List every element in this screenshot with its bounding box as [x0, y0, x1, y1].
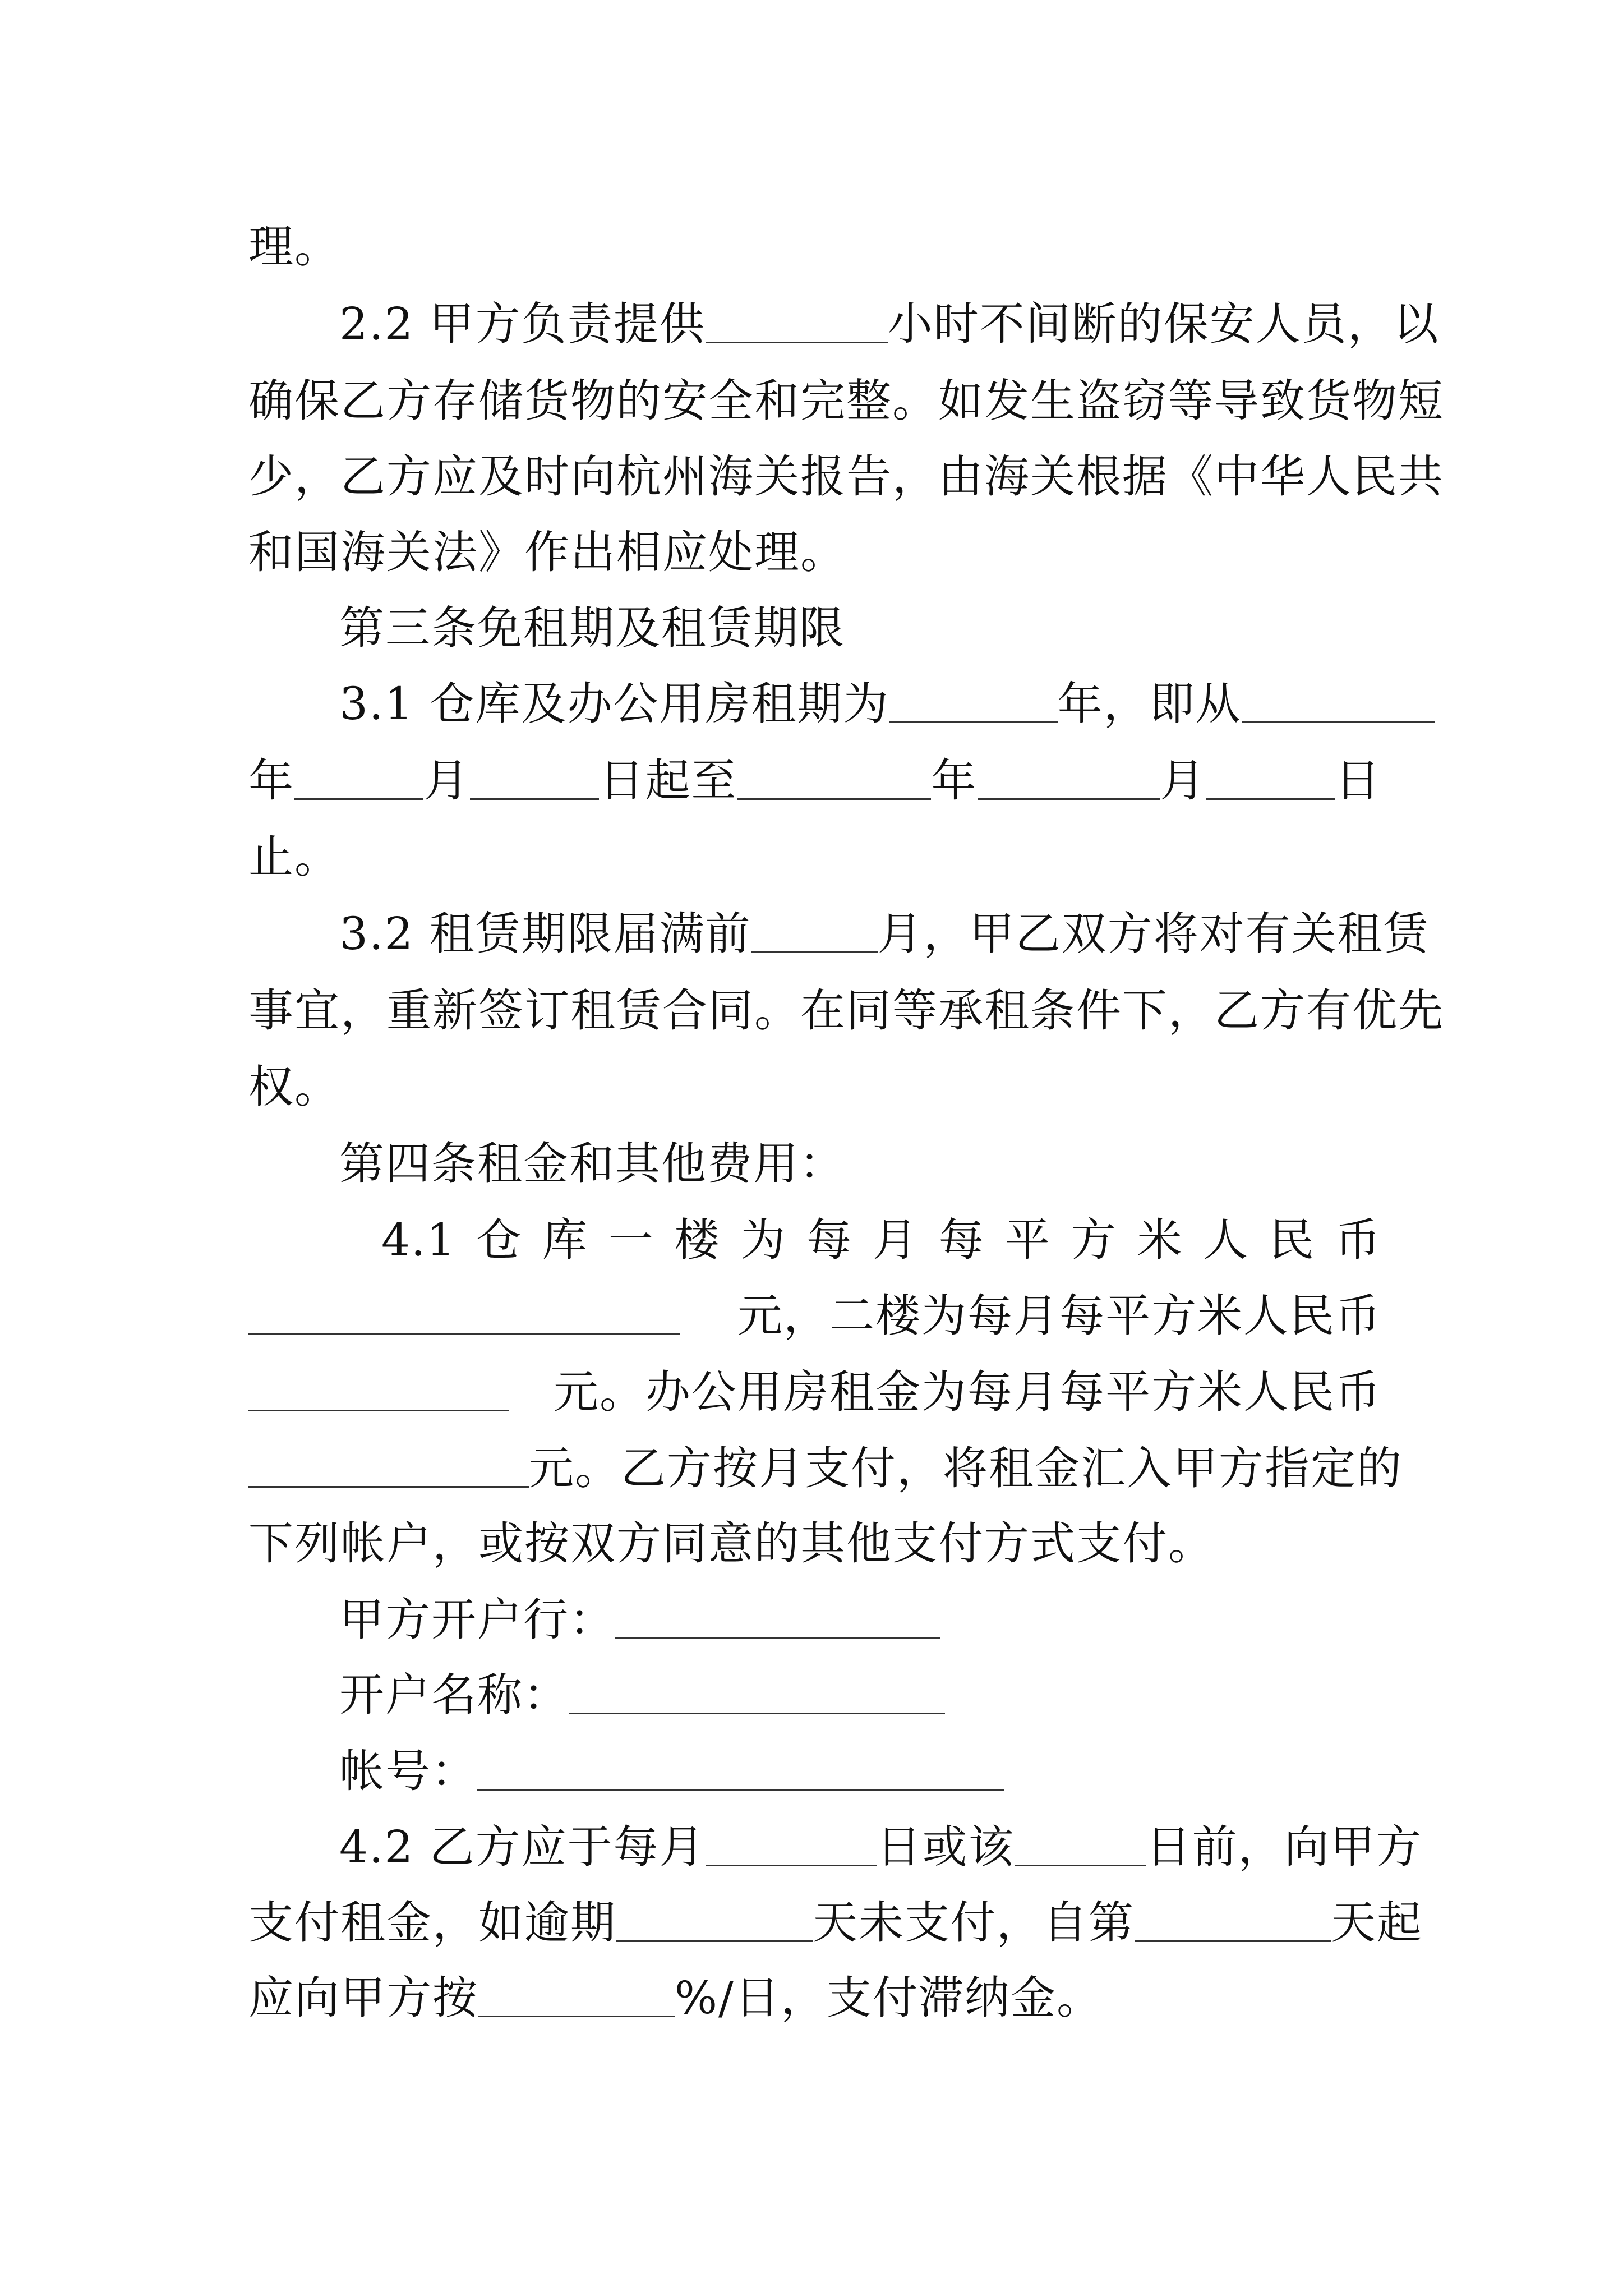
bank-field [339, 1558, 1381, 1646]
text: 3.1 仓库及办公用房租期为 [339, 678, 889, 730]
text: 币 [1335, 1214, 1381, 1266]
text: 天起 [1331, 1897, 1423, 1949]
text: 日或该 [876, 1821, 1015, 1873]
text: 和国海关法》作出相应处理。 [248, 526, 846, 578]
text: 为 [740, 1214, 787, 1266]
text: 事宜，重新签订租赁合同。在同等承租条件下，乙方有优先 [248, 984, 1444, 1037]
text: 元，二楼为每月每平方米人民币 [737, 1290, 1381, 1342]
text: 每 [806, 1214, 853, 1266]
text: 3.2 租赁期限届满前 [339, 908, 751, 960]
text: 小时不间断的保安人员，以 [887, 298, 1440, 350]
text-line [248, 1025, 1381, 1113]
clause-3-2 [339, 872, 1430, 960]
text-line [248, 185, 1381, 273]
text-line [248, 1482, 1381, 1570]
text: 权。 [248, 1061, 340, 1113]
text: 年，即从 [1057, 678, 1242, 730]
text: 每 [938, 1214, 985, 1266]
text: 年 [931, 754, 978, 807]
text: 人 [1203, 1214, 1249, 1266]
text: 一 [608, 1214, 654, 1266]
account-name-field [339, 1634, 1381, 1721]
text-line [248, 415, 1444, 503]
text: 日起至 [599, 754, 737, 807]
field-label: 帐号： [339, 1745, 477, 1797]
text-line [248, 1331, 1381, 1418]
text: 楼 [674, 1214, 721, 1266]
text: 米 [1137, 1214, 1183, 1266]
text-line [248, 339, 1444, 427]
clause-2-2 [339, 263, 1440, 350]
section-heading: 第四条租金和其他费用： [339, 1138, 845, 1190]
date-range-line [248, 719, 1381, 807]
field-label: 开户名称： [339, 1669, 569, 1721]
account-number-field [339, 1710, 1381, 1797]
text-line [248, 1407, 1403, 1494]
text: 下列帐户，或按双方同意的其他支付方式支付。 [248, 1517, 1214, 1570]
text: 确保乙方存储货物的安全和完整。如发生盗窃等导致货物短 [248, 375, 1444, 427]
text: %/日，支付滞纳金。 [675, 1972, 1103, 2024]
text: 2.2 甲方负责提供 [339, 298, 706, 350]
text: 月 [423, 754, 470, 807]
text: 月，甲乙双方将对有关租赁 [877, 908, 1430, 960]
text: 应向甲方按 [248, 1972, 478, 2024]
text: 4.2 乙方应于每月 [339, 1821, 706, 1873]
text: 民 [1269, 1214, 1315, 1266]
text: 月 [1160, 754, 1206, 807]
text: 方 [1071, 1214, 1117, 1266]
text: 止。 [248, 831, 340, 883]
clause-3-1 [339, 642, 1381, 730]
clause-4-1 [381, 1179, 1381, 1266]
text: 4.1 [381, 1214, 457, 1266]
text: 库 [542, 1214, 588, 1266]
section-heading-4 [339, 1102, 1381, 1190]
text-line [248, 1936, 1381, 2024]
text: 元。乙方按月支付，将租金汇入甲方指定的 [529, 1442, 1403, 1494]
text-line [248, 491, 1381, 578]
text-line [248, 949, 1444, 1037]
text-line [248, 795, 1381, 883]
section-heading: 第三条免租期及租赁期限 [339, 602, 845, 654]
section-heading-3 [339, 567, 1381, 654]
text: 理。 [248, 220, 340, 273]
fill-blank-penalty-rate[interactable] [478, 2016, 675, 2017]
text: 日 [1335, 754, 1381, 807]
text-line [248, 1861, 1423, 1949]
clause-4-2 [339, 1786, 1422, 1873]
text: 平 [1004, 1214, 1051, 1266]
text: 年 [248, 754, 294, 807]
text: 天未支付，自第 [813, 1897, 1135, 1949]
text: 元。办公用房租金为每月每平方米人民币 [554, 1366, 1381, 1418]
text: 月 [873, 1214, 919, 1266]
field-label: 甲方开户行： [339, 1594, 615, 1646]
text: 日前，向甲方 [1146, 1821, 1422, 1873]
text: 少，乙方应及时向杭州海关报告，由海关根据《中华人民共 [248, 450, 1444, 503]
text: 支付租金，如逾期 [248, 1897, 616, 1949]
text: 仓 [476, 1214, 523, 1266]
text-line [248, 1254, 1381, 1342]
